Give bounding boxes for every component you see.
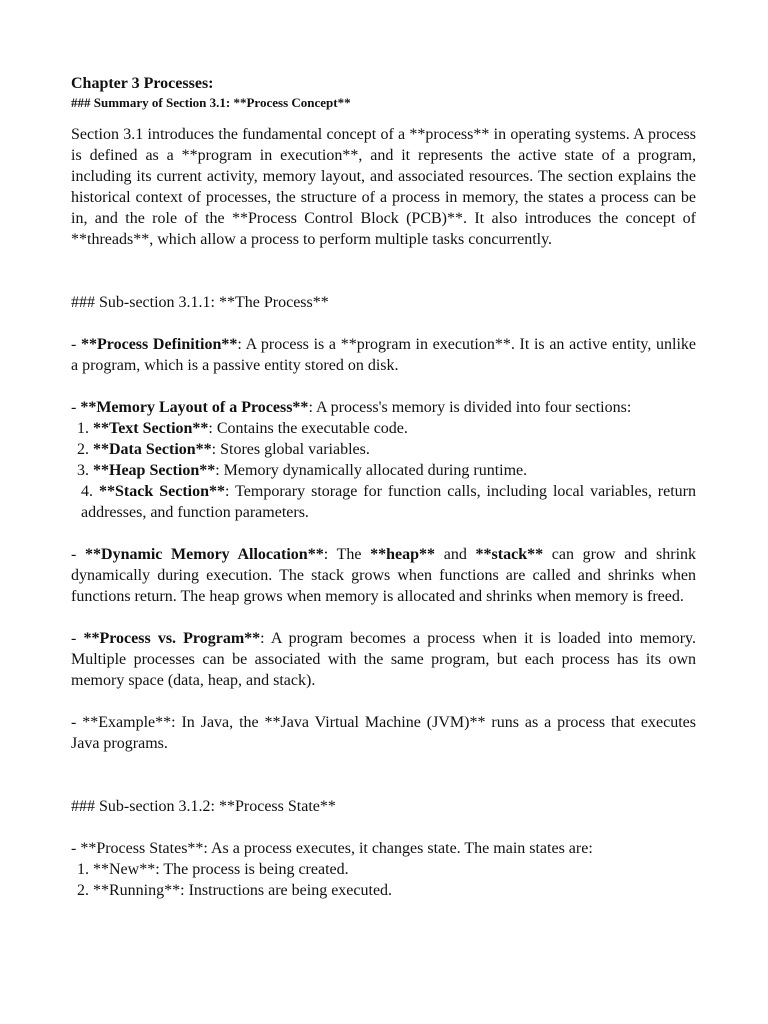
document-page <box>71 74 696 901</box>
process-definition-text: : A process is a **program in execution**. It is an active entity, unlike a program, which is a passive entity stored on disk. <box>71 336 697 374</box>
memory-layout-text: : A process's memory is divided into four sections: <box>308 399 632 416</box>
list-item-label: **Text Section** <box>93 420 209 437</box>
dynamic-memory-item <box>71 544 696 607</box>
bullet-prefix: - <box>71 336 81 353</box>
list-item-text: : Temporary storage for function calls, including local variables, return addresses, and function parameters. <box>81 483 697 521</box>
list-item-stack-section <box>71 481 696 523</box>
memory-layout-block <box>71 397 696 523</box>
process-vs-program-text: : A program becomes a process when it is loaded into memory. Multiple processes can be associated with the same program, but each process has its own memory space (data, heap, and stack). <box>71 630 696 689</box>
heap-term: **heap** <box>370 546 436 563</box>
list-item-text: : Memory dynamically allocated during runtime. <box>215 462 528 479</box>
dynamic-memory-text-1: : The <box>323 546 371 563</box>
chapter-title: Chapter 3 Processes: <box>71 75 214 92</box>
bullet-prefix: - <box>71 630 84 647</box>
bullet-prefix: - <box>71 546 86 563</box>
summary-title: ### Summary of Section 3.1: **Process Concept** <box>71 95 351 110</box>
dynamic-memory-label: **Dynamic Memory Allocation** <box>85 546 324 563</box>
list-item-heap-section <box>71 460 696 481</box>
list-item-label: **Heap Section** <box>93 462 216 479</box>
process-vs-program-label: **Process vs. Program** <box>83 630 261 647</box>
dynamic-memory-text-2: and <box>435 546 476 563</box>
process-definition-item <box>71 334 696 376</box>
list-number: 2. <box>77 441 93 458</box>
state-item-new: 1. **New**: The process is being created. <box>77 861 349 878</box>
stack-term: **stack** <box>475 546 544 563</box>
dynamic-memory-text-3: can grow and shrink dynamically during execution. The stack grows when functions are called and shrinks when functions return. The heap grows when memory is allocated and shrinks when memory is freed. <box>71 546 697 605</box>
state-item-running: 2. **Running**: Instructions are being executed. <box>77 882 393 899</box>
list-number: 1. <box>77 420 93 437</box>
bullet-prefix: - <box>71 399 81 416</box>
process-states-item: - **Process States**: As a process executes, it changes state. The main states are: <box>71 840 593 857</box>
memory-layout-label: **Memory Layout of a Process** <box>80 399 309 416</box>
list-number: 3. <box>77 462 93 479</box>
list-item-data-section <box>71 439 696 460</box>
list-item-label: **Stack Section** <box>99 483 225 500</box>
memory-layout-item <box>71 397 696 418</box>
list-item-text: : Contains the executable code. <box>208 420 408 437</box>
process-definition-label: **Process Definition** <box>81 336 238 353</box>
subsection-3-1-1-heading: ### Sub-section 3.1.1: **The Process** <box>71 294 329 311</box>
list-item-label: **Data Section** <box>93 441 212 458</box>
example-item: - **Example**: In Java, the **Java Virtual Machine (JVM)** runs as a process that executes Java programs. <box>71 714 696 752</box>
list-item-text: : Stores global variables. <box>211 441 370 458</box>
intro-paragraph: Section 3.1 introduces the fundamental concept of a **process** in operating systems. A process is defined as a **program in execution**, and it represents the active state of a program, including its current activity, memory layout, and associated resources. The section explains the historical context of processes, the structure of a process in memory, the states a process can be in, and the role of the **Process Control Block (PCB)**. It also introduces the concept of **threads**, which allow a process to perform multiple tasks concurrently. <box>71 126 696 248</box>
process-vs-program-item <box>71 628 696 691</box>
list-number: 4. <box>81 483 99 500</box>
list-item-text-section <box>71 418 696 439</box>
subsection-3-1-2-heading: ### Sub-section 3.1.2: **Process State** <box>71 798 336 815</box>
